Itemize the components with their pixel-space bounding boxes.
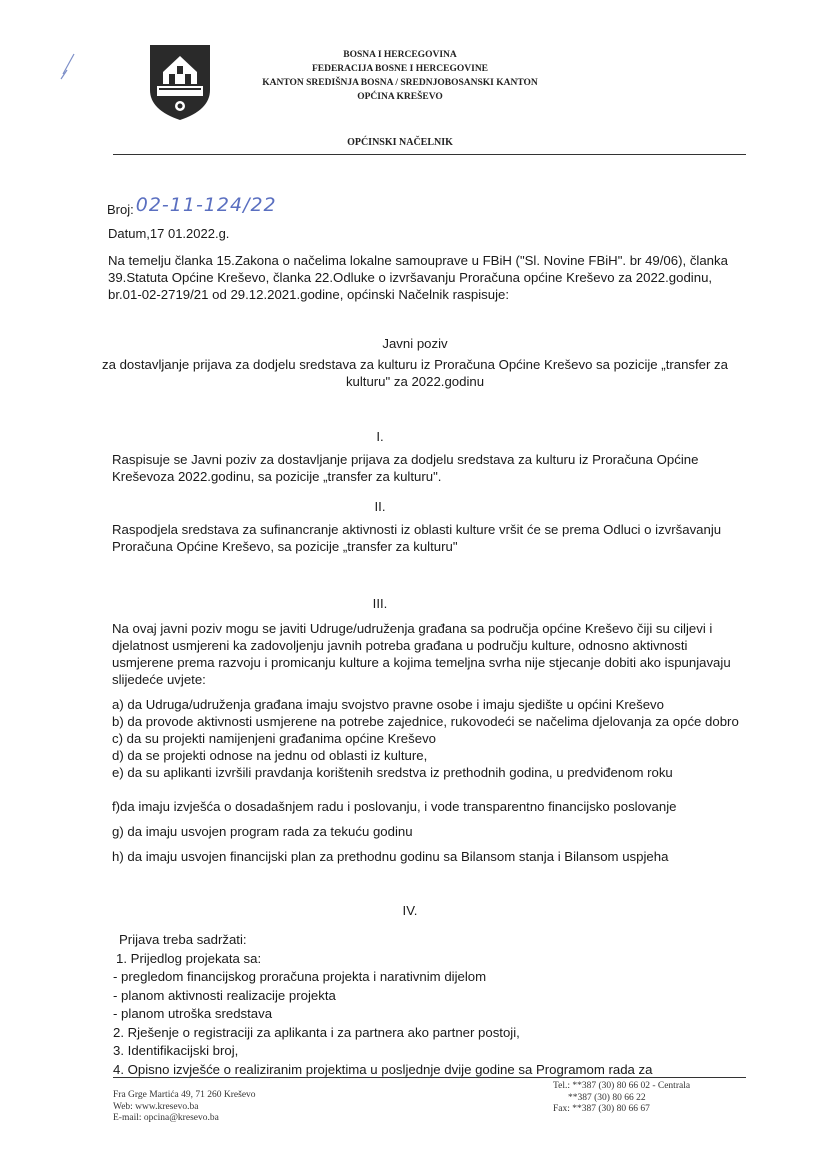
footer-tel-central: Tel.: **387 (30) 80 66 02 - Centrala [553,1081,691,1091]
section-1-line: Kreševoza 2022.godinu, sa pozicije „transfer za kulturu". [112,469,442,484]
section-3-text [112,620,731,688]
list-item: g) da imaju usvojen program rada za tekuću godinu [112,824,413,839]
header-line-federation: FEDERACIJA BOSNE I HERCEGOVINE [311,64,489,74]
section-4-line: 3. Identifikacijski broj, [113,1043,239,1058]
call-subtitle [100,356,730,390]
footer-contact-left [113,1090,256,1125]
section-number-3: III. [372,596,388,611]
pen-mark-icon [58,52,80,82]
section-4-line: 4. Opisno izvješće o realiziranim projektima u posljednje dvije godine sa Programom rada za [113,1061,653,1077]
section-4-line: Prijava treba sadržati: [119,932,247,947]
section-3-line: usmjerene prema razvoju i promicanju kulture a kojima temeljna svrha nije stjecanje dobiti ako ispunjavaju [112,655,731,670]
footer-tel-second: **387 (30) 80 66 22 [568,1092,646,1103]
list-item: a) da Udruga/udruženja građana imaju svojstvo pravne osobe i imaju sjedište u općini Kreševo [112,697,664,712]
section-4-line: 2. Rješenje o registraciji za aplikanta i za partnera ako partner postoji, [113,1024,520,1040]
intro-line: Na temelju članka 15.Zakona o načelima lokalne samouprave u FBiH ("Sl. Novine FBiH". br 49/06), članka [108,253,728,268]
call-subtitle-line: kulturu" za 2022.godinu [345,374,485,389]
list-item: b) da provode aktivnosti usmjerene na potrebe zajednice, rukovodeći se načelima djelovanja za opće dobro [112,714,739,729]
intro-paragraph [108,252,728,303]
header-line-country: BOSNA I HERCEGOVINA [343,50,457,60]
section-4-line: 1. Prijedlog projekata sa: [116,950,262,966]
footer-address: Fra Grge Martića 49, 71 260 Kreševo [113,1090,256,1100]
footer-email: E-mail: opcina@kresevo.ba [113,1113,219,1123]
section-1-text [112,451,698,485]
list-item: d) da se projekti odnose na jednu od oblasti iz kulture, [112,748,428,763]
broj-label: Broj: [107,202,134,217]
office-title: OPĆINSKI NAČELNIK [347,137,453,148]
document-header [225,48,575,104]
call-title: Javni poziv [382,336,448,351]
list-item: f)da imaju izvješća o dosadašnjem radu i poslovanju, i vode transparentno financijsko poslovanje [112,799,677,814]
section-4-line: - planom aktivnosti realizacije projekta [113,987,336,1003]
intro-line: br.01-02-2719/21 od 29.12.2021.godine, općinski Načelnik raspisuje: [108,287,510,302]
call-subtitle-line: za dostavljanje prijava za dodjelu sredstava za kulturu iz Proračuna Općine Kreševo sa pozicije „transfer za [102,357,728,372]
list-item: c) da su projekti namijenjeni građanima općine Kreševo [112,731,437,746]
footer-divider [113,1077,746,1078]
section-4-line: - pregledom financijskog proračuna projekta i narativnim dijelom [113,969,487,984]
list-item: h) da imaju usvojen financijski plan za prethodnu godinu sa Bilansom stanja i Bilansom uspjeha [112,849,669,864]
section-number-1: I. [376,429,384,444]
section-2-line: Proračuna Općine Kreševo, sa pozicije „transfer za kulturu" [112,539,458,554]
section-2-line: Raspodjela sredstava za sufinancranje aktivnosti iz oblasti kulture vršit će se prema Odluci o izvršavanju [112,522,722,537]
section-3-line: djelatnost usmjereni ka zadovoljenju javnih potreba građana u području kulture, odnosno aktivnosti [112,638,688,653]
section-number-4: IV. [402,903,418,918]
reference-number [107,194,277,219]
intro-line: 39.Statuta Općine Kreševo, članka 22.Odluke o izvršavanju Proračuna općine Kreševo za 2022.godinu, [108,270,713,285]
section-2-text [112,521,721,555]
list-item: e) da su aplikanti izvršili pravdanja korištenih sredstva iz prethodnih godina, u predviđenom roku [112,765,673,780]
section-number-2: II. [374,499,386,514]
conditions-list-continued [112,794,676,869]
document-date: Datum,17 01.2022.g. [108,226,230,241]
municipality-crest-icon [147,42,213,122]
section-4-text [113,931,652,1079]
footer-contact-right [553,1081,690,1116]
header-line-canton: KANTON SREDIŠNJA BOSNA / SREDNJOBOSANSKI KANTON [262,78,538,88]
section-3-line: slijedeće uvjete: [112,672,206,687]
section-4-line: - planom utroška sredstava [113,1006,273,1021]
section-1-line: Raspisuje se Javni poziv za dostavljanje prijava za dodjelu sredstava za kulturu iz Proračuna Općine [112,452,699,467]
header-divider [113,154,746,155]
footer-fax: Fax: **387 (30) 80 66 67 [553,1104,650,1114]
broj-handwritten-value: 02-11-124/22 [135,194,277,216]
footer-web: Web: www.kresevo.ba [113,1101,199,1112]
header-line-municipality: OPĆINA KREŠEVO [357,92,443,102]
section-3-line: Na ovaj javni poziv mogu se javiti Udruge/udruženja građana sa područja općine Kreševo čiji su ciljevi i [112,621,713,636]
conditions-list [112,696,739,781]
